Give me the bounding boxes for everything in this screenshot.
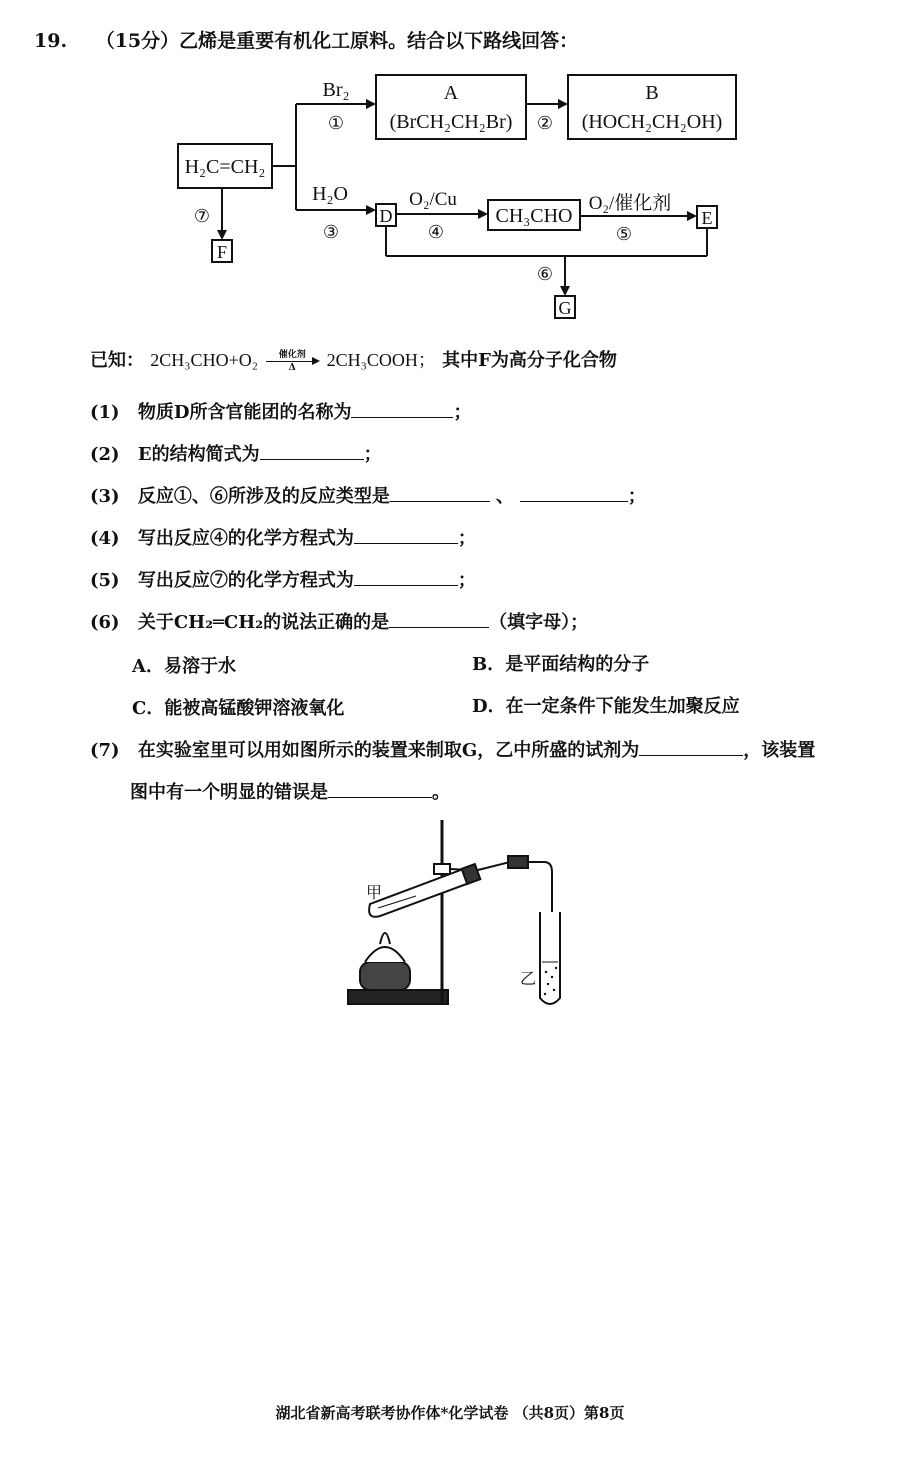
node-D: D [379,206,393,226]
item-6 [90,608,588,634]
test-tube-jia [369,868,472,917]
item-1 [90,398,471,424]
item-4-text: 写出反应④的化学方程式为 [137,528,354,549]
question-points: （15分） [95,30,180,52]
page-footer: 湖北省新高考联考协作体*化学试卷 （共8页）第8页 [275,1404,625,1422]
flame [380,933,390,944]
known-note: 其中F为高分子化合物 [442,350,617,371]
answer-blank-3b[interactable] [520,500,628,502]
stand-base [348,990,448,1004]
step-4-label: ④ [427,222,445,242]
known-line [90,346,617,372]
known-prefix: 已知： [90,350,144,371]
item-4 [90,524,476,550]
start-formula: H₂C=CH₂ [184,156,266,178]
answer-blank-3a[interactable] [390,500,490,502]
item-7-mid: ，该装置 [743,740,816,761]
node-B-label: B [645,82,659,104]
wire-gauze [365,947,405,962]
node-G: G [558,298,572,318]
reagent-4: O₂/Cu [409,189,457,210]
option-B: B．是平面结构的分子 [472,654,650,675]
item-7-end: 。 [432,782,450,803]
question-intro: 乙烯是重要有机化工原料。结合以下路线回答： [179,30,579,52]
item-6-end: （填字母）； [489,612,589,633]
step-1-label: ① [327,113,345,133]
reaction-route-diagram [0,60,900,330]
catalyst-bottom: Δ [288,363,296,373]
answer-blank-5[interactable] [354,584,458,586]
item-1-end: ； [453,402,472,423]
reagent-3: H₂O [312,183,348,205]
tube-joint [508,856,528,868]
item-3-separator: 、 [495,486,514,507]
clamp [434,864,450,874]
answer-blank-6[interactable] [389,626,489,628]
item-3-text: 反应①、⑥所涉及的反应类型是 [137,486,390,507]
answer-blank-4[interactable] [354,542,458,544]
item-5-number: (5) [90,570,120,591]
item-7 [90,736,815,762]
item-4-number: (4) [90,528,120,549]
item-6-text: 关于CH₂═CH₂的说法正确的是 [137,612,390,633]
node-E: E [701,208,713,228]
question-header [34,26,578,53]
reagent-5: O₂/催化剂 [588,193,672,214]
label-yi: 乙 [520,971,537,988]
item-2-number: (2) [90,444,120,465]
answer-blank-7a[interactable] [639,754,743,756]
item-2-text: E的结构简式为 [137,444,260,465]
node-F: F [216,242,228,262]
answer-blank-2[interactable] [260,458,364,460]
item-6-number: (6) [90,612,120,633]
node-A-label: A [443,82,459,104]
step-7-label: ⑦ [193,206,211,226]
item-4-end: ； [457,528,476,549]
item-3 [90,482,646,508]
catalyst-arrow [264,351,320,371]
equation-right: 2CH₃COOH； [326,350,436,370]
item-7-line-2 [130,778,450,804]
catalyst-top: 催化剂 [278,350,306,360]
option-A: A．易溶于水 [132,656,236,677]
item-1-text: 物质D所含官能团的名称为 [137,402,352,423]
answer-blank-1[interactable] [351,416,453,418]
item-7-number: (7) [90,740,120,761]
step-6-label: ⑥ [536,264,554,284]
item-5-end: ； [457,570,476,591]
label-jia: 甲 [366,885,383,902]
item-1-number: (1) [90,402,120,423]
step-5-label: ⑤ [615,224,633,244]
item-3-end: ； [627,486,646,507]
apparatus-illustration [330,812,580,1020]
item-2-end: ； [363,444,382,465]
node-A-formula: (BrCH₂CH₂Br) [389,111,513,133]
answer-blank-7b[interactable] [328,796,432,798]
equation-left: 2CH₃CHO+O₂ [150,350,258,370]
item-7-text: 在实验室里可以用如图所示的装置来制取G，乙中所盛的试剂为 [137,740,640,761]
item-7-line2-text: 图中有一个明显的错误是 [130,782,328,803]
item-5-text: 写出反应⑦的化学方程式为 [137,570,354,591]
test-tube-yi [540,912,560,1004]
item-5 [90,566,476,592]
option-C: C．能被高锰酸钾溶液氧化 [132,698,345,719]
step-2-label: ② [536,113,554,133]
item-3-number: (3) [90,486,120,507]
step-3-label: ③ [322,222,340,242]
node-B-formula: (HOCH₂CH₂OH) [581,111,723,133]
node-acetaldehyde: CH₃CHO [495,205,573,227]
reagent-1: Br₂ [322,79,350,101]
option-D: D．在一定条件下能发生加聚反应 [472,696,740,717]
question-number: 19. [34,30,68,52]
alcohol-lamp [360,962,410,990]
item-2 [90,440,382,466]
